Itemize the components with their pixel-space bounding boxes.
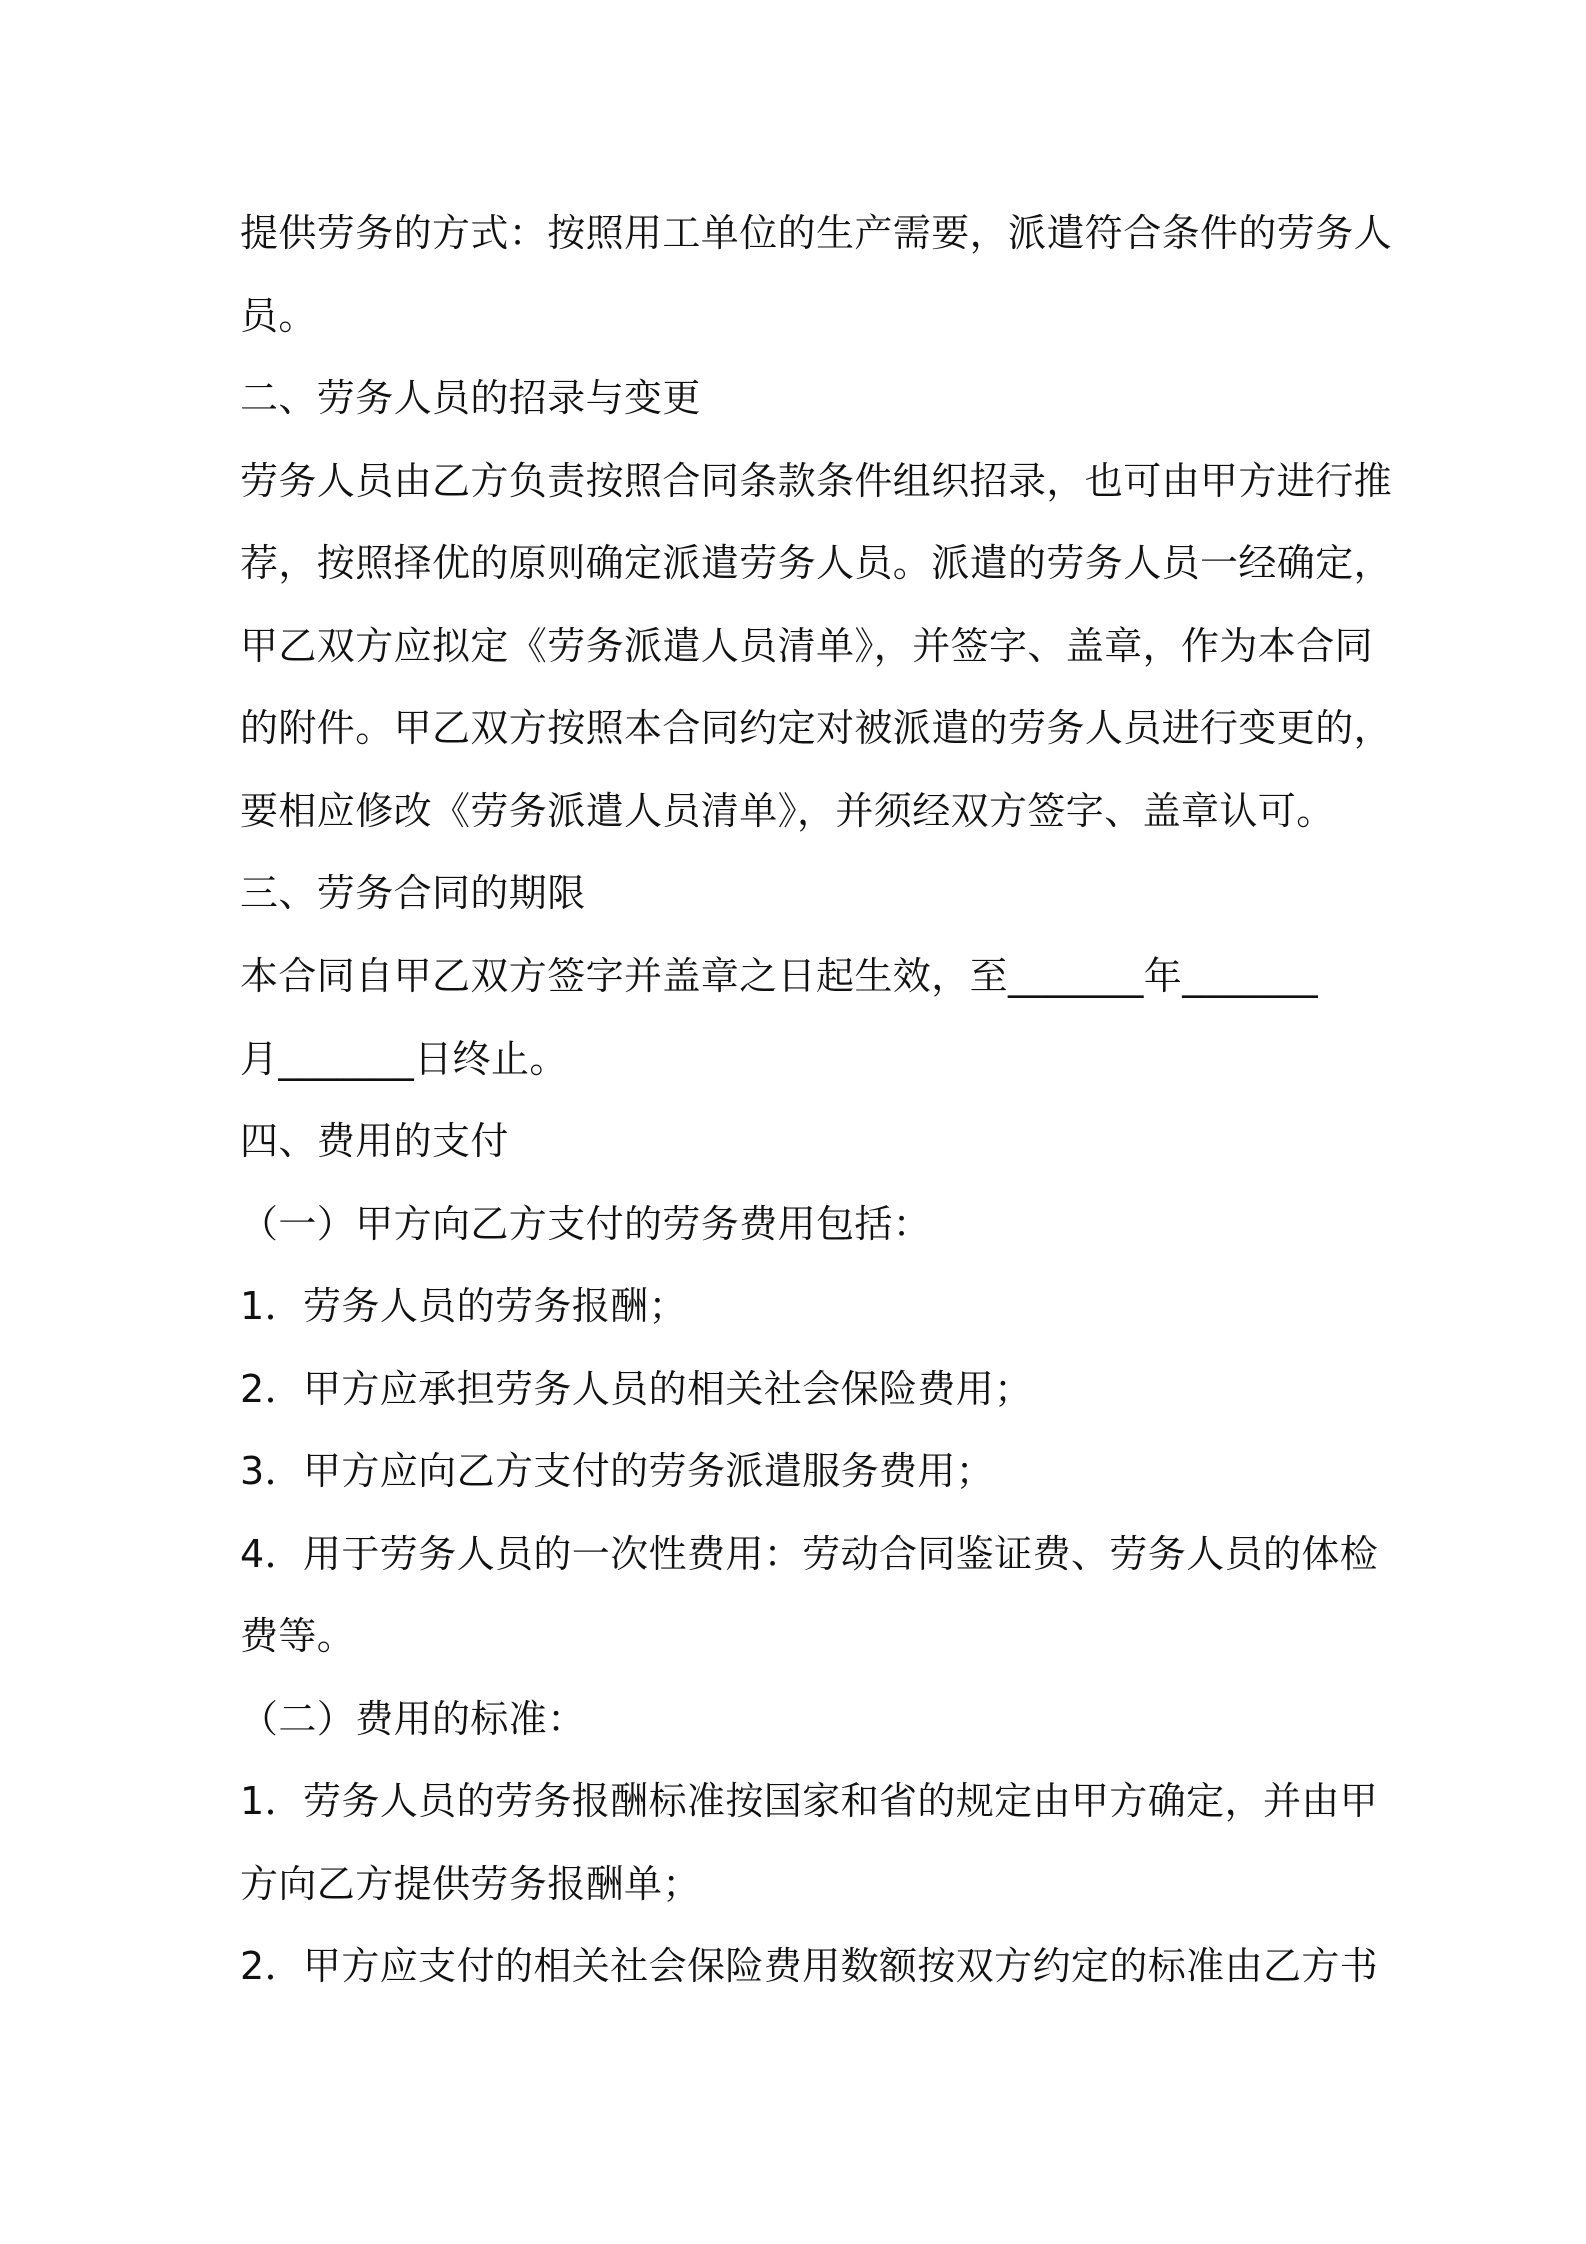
section-heading: 四、费用的支付: [240, 1119, 509, 1163]
text-line: 员。: [240, 294, 317, 338]
text-line: 甲乙双方应拟定《劳务派遣人员清单》，并签字、盖章，作为本合同: [240, 624, 1374, 668]
list-item: 1．劳务人员的劳务报酬标准按国家和省的规定由甲方确定，并由甲: [240, 1779, 1379, 1823]
text-line: 费等。: [240, 1614, 356, 1658]
text-line: 劳务人员由乙方负责按照合同条款条件组织招录，也可由甲方进行推: [240, 459, 1393, 503]
list-item: 2．甲方应承担劳务人员的相关社会保险费用；: [240, 1367, 1033, 1411]
subsection-heading: （二）费用的标准：: [240, 1697, 586, 1741]
list-item: 4．用于劳务人员的一次性费用：劳动合同鉴证费、劳务人员的体检: [240, 1532, 1379, 1576]
list-item: 3．甲方应向乙方支付的劳务派遣服务费用；: [240, 1449, 995, 1493]
list-item: 2．甲方应支付的相关社会保险费用数额按双方约定的标准由乙方书: [240, 1944, 1379, 1988]
text-line: 本合同自甲乙双方签字并盖章之日起生效，至_______年_______: [240, 954, 1319, 998]
section-heading: 三、劳务合同的期限: [240, 871, 586, 915]
text-line: 方向乙方提供劳务报酬单；: [240, 1862, 701, 1906]
text-line: 月_______日终止。: [240, 1037, 568, 1081]
section-heading: 二、劳务人员的招录与变更: [240, 376, 701, 420]
text-line: 的附件。甲乙双方按照本合同约定对被派遣的劳务人员进行变更的，: [240, 706, 1393, 750]
list-item: 1．劳务人员的劳务报酬；: [240, 1284, 687, 1328]
text-line: 提供劳务的方式：按照用工单位的生产需要，派遣符合条件的劳务人: [240, 211, 1393, 255]
text-line: 要相应修改《劳务派遣人员清单》，并须经双方签字、盖章认可。: [240, 789, 1335, 833]
subsection-heading: （一）甲方向乙方支付的劳务费用包括：: [240, 1202, 932, 1246]
text-line: 荐，按照择优的原则确定派遣劳务人员。派遣的劳务人员一经确定，: [240, 541, 1393, 585]
